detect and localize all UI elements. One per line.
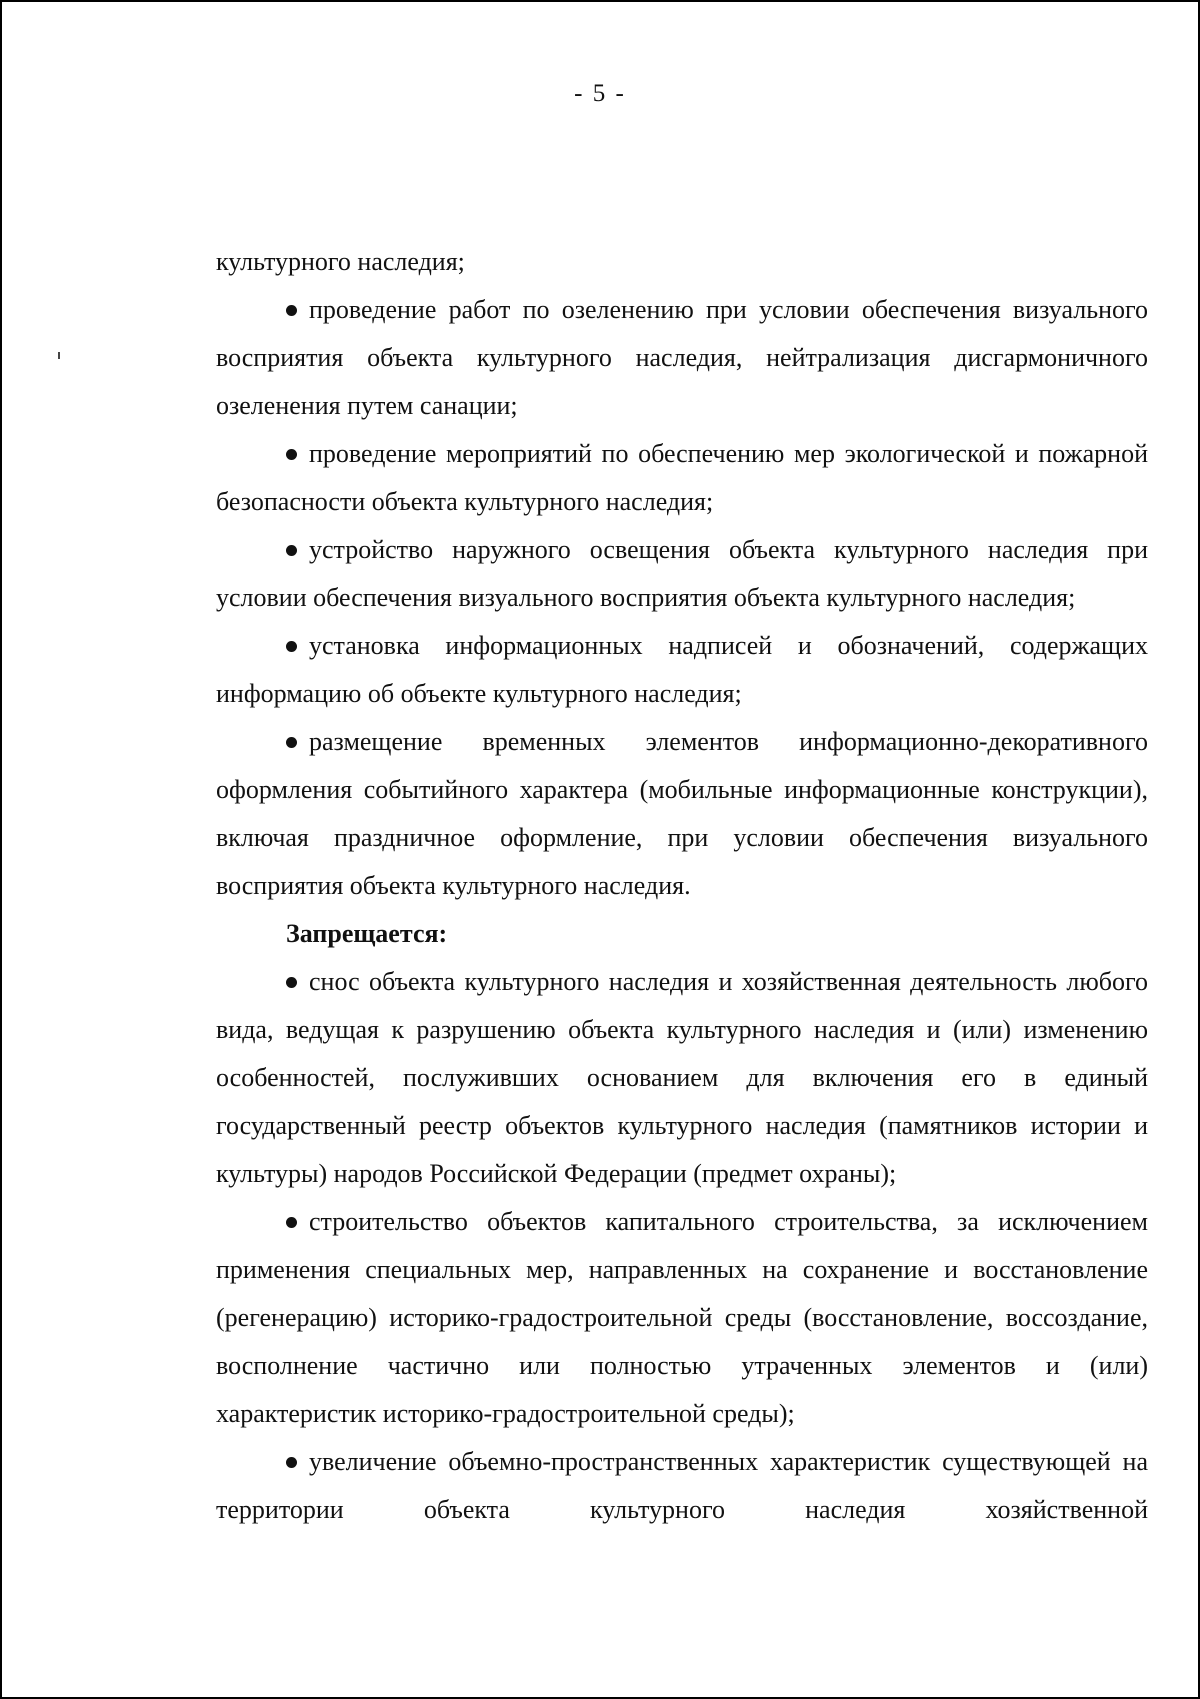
paragraph [216, 238, 1148, 286]
bullet-text: размещение временных элементов информационно-декоративного оформления событийного характера (мобильные информационные конструкции), включая праздничное оформление, при условии обеспечения визуального восприятия объекта культурного наследия. [216, 727, 1148, 900]
bullet-icon [286, 737, 297, 748]
bullet-item [216, 958, 1148, 1198]
bullet-text: установка информационных надписей и обозначений, содержащих информацию об объекте культурного наследия; [216, 631, 1148, 708]
page-number: - 5 - [574, 80, 626, 107]
bullet-icon [286, 977, 297, 988]
bullet-text: увеличение объемно-пространственных характеристик существующей на территории объекта культурного наследия хозяйственной [216, 1447, 1148, 1524]
bullet-item [216, 622, 1148, 718]
bullet-icon [286, 449, 297, 460]
scan-mark [58, 352, 60, 359]
bullet-icon [286, 305, 297, 316]
bullet-text: проведение мероприятий по обеспечению мер экологической и пожарной безопасности объекта культурного наследия; [216, 439, 1148, 516]
bullet-item [216, 718, 1148, 910]
paragraph-text: культурного наследия; [216, 247, 465, 276]
bullet-item [216, 526, 1148, 622]
bullet-text: устройство наружного освещения объекта культурного наследия при условии обеспечения визуального восприятия объекта культурного наследия; [216, 535, 1148, 612]
bullet-item [216, 286, 1148, 430]
bullet-icon [286, 1217, 297, 1228]
bullet-item [216, 1198, 1148, 1438]
document-body [216, 238, 1148, 1534]
bullet-item [216, 1438, 1148, 1534]
bullet-text: строительство объектов капитального строительства, за исключением применения специальных мер, направленных на сохранение и восстановление (регенерацию) историко-градостроительной среды (восстановление, воссоздание, восполнение частично или полностью утраченных элементов и (или) характеристик историко-градостроительной среды); [216, 1207, 1148, 1428]
bullet-text: снос объекта культурного наследия и хозяйственная деятельность любого вида, ведущая к разрушению объекта культурного наследия и (или) изменению особенностей, послуживших основанием для включения его в единый государственный реестр объектов культурного наследия (памятников истории и культуры) народов Российской Федерации (предмет охраны); [216, 967, 1148, 1188]
bullet-item [216, 430, 1148, 526]
bullet-text: проведение работ по озеленению при условии обеспечения визуального восприятия объекта культурного наследия, нейтрализация дисгармоничного озеленения путем санации; [216, 295, 1148, 420]
bullet-icon [286, 641, 297, 652]
section-heading: Запрещается: [286, 919, 448, 948]
bullet-icon [286, 545, 297, 556]
bullet-icon [286, 1457, 297, 1468]
